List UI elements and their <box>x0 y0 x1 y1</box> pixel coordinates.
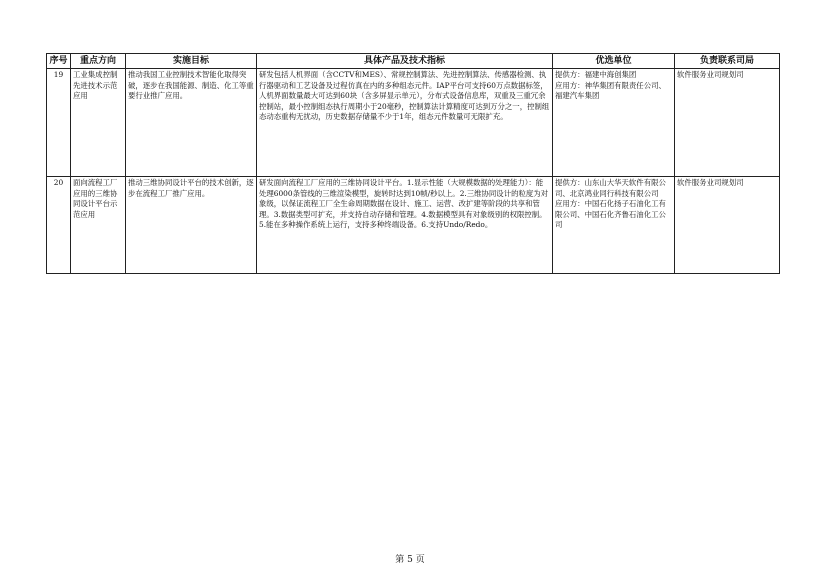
provider-unit: 提供方：山东山大华天软件有限公司、北京鸿业同行科技有限公司 <box>555 178 666 198</box>
row-number: 19 <box>47 69 71 177</box>
preferred-units <box>553 69 675 177</box>
row-number: 20 <box>47 177 71 274</box>
applicant-unit: 应用方：神华集团有限责任公司、福建汽车集团 <box>555 80 666 101</box>
header-units: 优选单位 <box>553 54 675 69</box>
header-dept: 负责联系司局 <box>675 54 780 69</box>
responsible-dept: 软件服务业司规划司 <box>675 69 780 177</box>
table-header-row <box>47 54 780 69</box>
implementation-goal: 推动我国工业控制技术智能化取得突破，逐步在我国能源、制造、化工等重要行业推广应用。 <box>126 69 257 177</box>
table-row <box>47 69 780 177</box>
key-direction: 面向流程工厂应用的三维协同设计平台示范应用 <box>71 177 126 274</box>
product-spec: 研发包括人机界面（含CCTV和MES）、常规控制算法、先进控制算法、传感器检测、执行器驱动和工艺设备及过程仿真在内的多种组态元件。IAP平台可支持60万点数据标签，人机界面数量最大可达到60块（含多屏显示单元），分布式设备信息库，双重及三重冗余控制站，最小控制组态执行周期小于20毫秒，控制算法计算精度可达到万分之一，控制组态动态重构无扰动，历史数据存储量不少于1年，组态元件数量可无限扩充。 <box>257 69 553 177</box>
applicant-unit: 应用方：中国石化扬子石油化工有限公司、中国石化齐鲁石油化工公司 <box>555 199 666 230</box>
project-table <box>46 53 780 274</box>
implementation-goal: 推动三维协同设计平台的技术创新，逐步在流程工厂推广应用。 <box>126 177 257 274</box>
page-number: 第 5 页 <box>395 555 425 565</box>
preferred-units <box>553 177 675 274</box>
header-no: 序号 <box>47 54 71 69</box>
provider-unit: 提供方：福建中海创集团 <box>555 70 637 79</box>
product-spec: 研发面向流程工厂应用的三维协同设计平台。1.显示性能（大规模数据的处理能力）：能处理6000条管线的三维渲染模型，旋转时达到10帧/秒以上。2.三维协同设计的粒度为对象级，以保证流程工厂全生命周期数据在设计、施工、运营、改扩建等阶段的共享和管理。3.数据类型可扩充，并支持自动存储和管理。4.数据模型具有对象级别的权限控制。5.能在多种操作系统上运行，支持多种终端设备。6.支持Undo/Redo。 <box>257 177 553 274</box>
responsible-dept: 软件服务业司规划司 <box>675 177 780 274</box>
key-direction: 工业集成控制先进技术示范应用 <box>71 69 126 177</box>
header-goal: 实施目标 <box>126 54 257 69</box>
table-row <box>47 177 780 274</box>
header-spec: 具体产品及技术指标 <box>257 54 553 69</box>
header-direction: 重点方向 <box>71 54 126 69</box>
